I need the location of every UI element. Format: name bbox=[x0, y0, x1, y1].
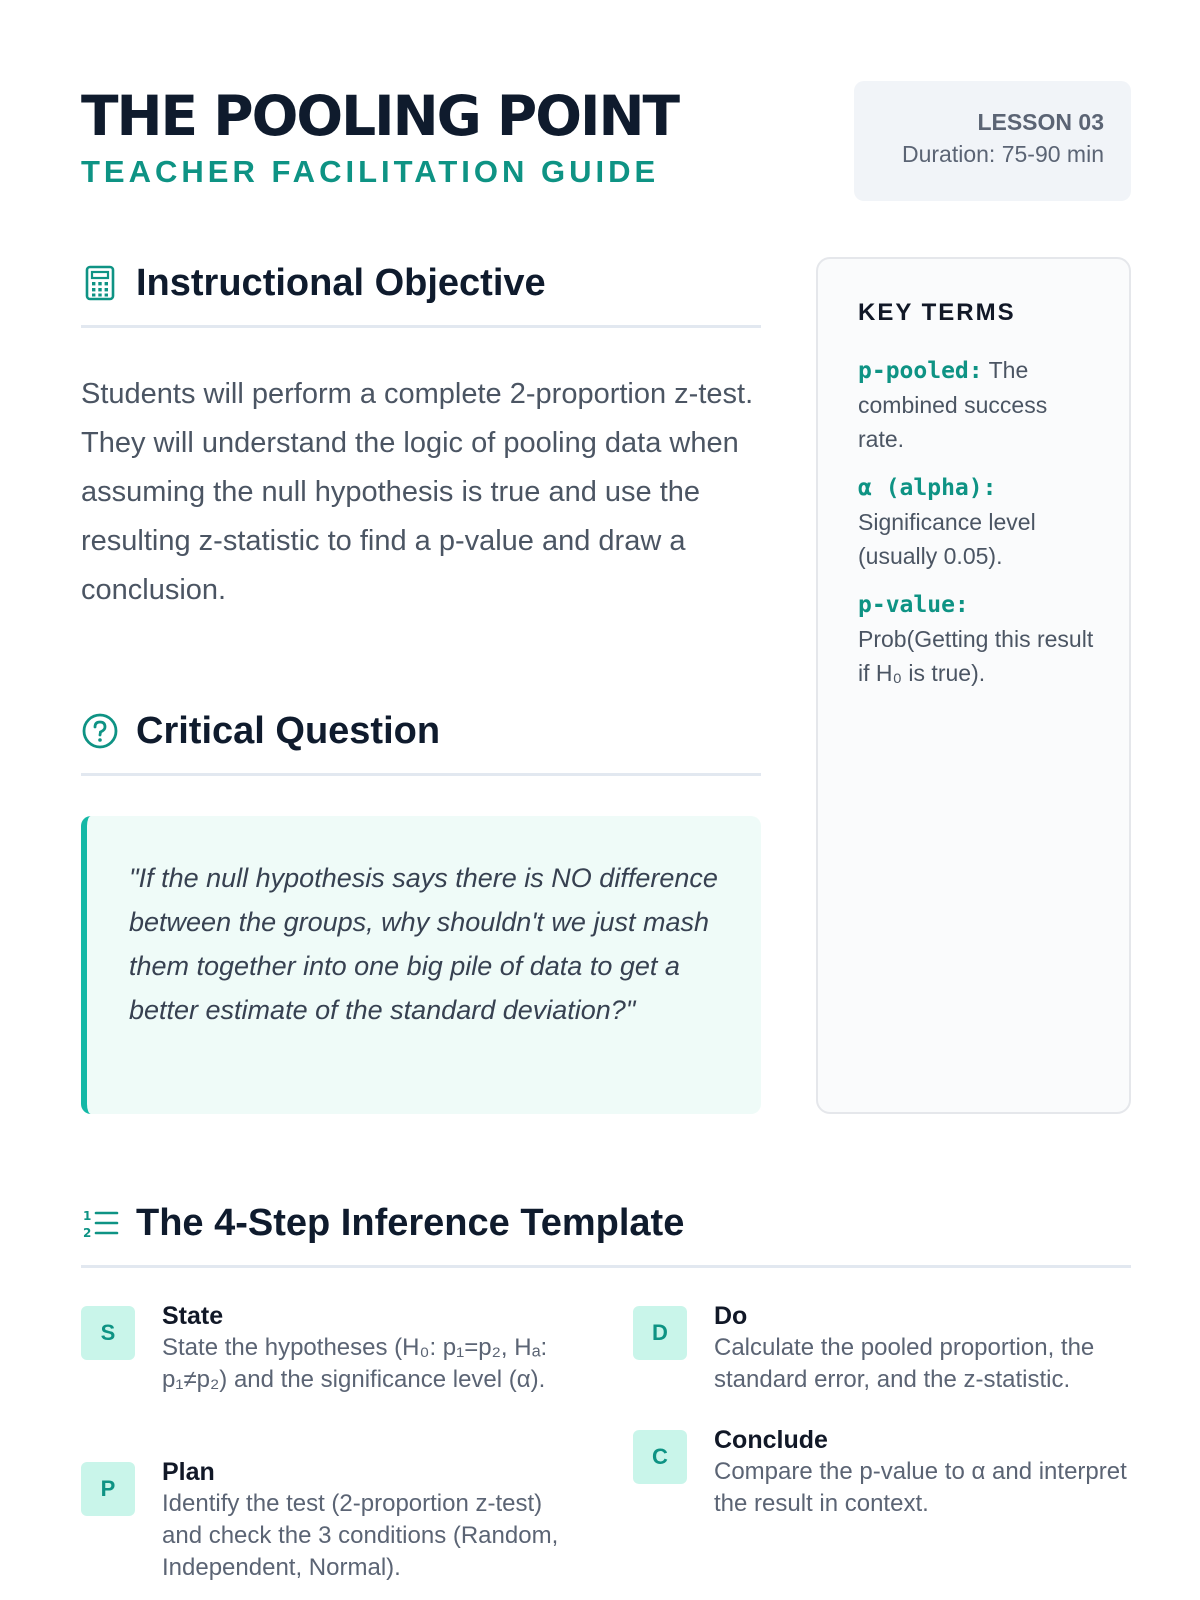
key-term-item bbox=[858, 353, 1099, 456]
critical-question-heading: Critical Question bbox=[136, 710, 441, 752]
step-letter-badge: C bbox=[633, 1430, 687, 1484]
key-term-item bbox=[858, 587, 1099, 690]
key-term-item bbox=[858, 470, 1099, 573]
page-header bbox=[81, 84, 1131, 204]
step-description: Identify the test (2-proportion z-test) and check the 3 conditions (Random, Independent, Normal). bbox=[162, 1490, 559, 1581]
lesson-info-card bbox=[854, 81, 1131, 201]
template-section-header bbox=[81, 1198, 1131, 1268]
svg-text:1: 1 bbox=[83, 1209, 92, 1223]
key-term-name: α (alpha): bbox=[858, 475, 997, 501]
lesson-number: LESSON 03 bbox=[977, 109, 1104, 135]
key-term-name: p-value: bbox=[858, 592, 969, 618]
step-name: Conclude bbox=[714, 1426, 828, 1454]
step-name: Do bbox=[714, 1302, 748, 1330]
objective-heading: Instructional Objective bbox=[136, 262, 546, 304]
step-description: Compare the p-value to α and interpret the result in context. bbox=[714, 1458, 1127, 1517]
step-description: State the hypotheses (H₀: p₁=p₂, Hₐ: p₁≠p₂) and the significance level (α). bbox=[162, 1334, 548, 1393]
critical-question-section-header bbox=[81, 706, 761, 776]
svg-text:2: 2 bbox=[83, 1226, 92, 1240]
numbered-list-icon bbox=[81, 1204, 119, 1242]
key-terms-panel bbox=[816, 257, 1131, 1114]
step-name: Plan bbox=[162, 1458, 215, 1486]
key-terms-title: KEY TERMS bbox=[858, 299, 1016, 326]
key-term-definition: The combined success rate. bbox=[858, 357, 1048, 452]
critical-question-callout bbox=[81, 816, 761, 1114]
step-letter-badge: P bbox=[81, 1462, 135, 1516]
step-letter-badge: D bbox=[633, 1306, 687, 1360]
template-heading: The 4-Step Inference Template bbox=[136, 1202, 685, 1244]
critical-question-quote: "If the null hypothesis says there is NO difference between the groups, why shouldn't we just mash them together into one big pile of data to get a better estimate of the standard deviation?" bbox=[129, 863, 718, 1025]
step-letter-badge: S bbox=[81, 1306, 135, 1360]
page-title: THE POOLING POINT bbox=[81, 84, 678, 148]
key-term-name: p-pooled: bbox=[858, 358, 983, 384]
key-term-definition: Prob(Getting this result if H₀ is true). bbox=[858, 626, 1094, 686]
page-subtitle: TEACHER FACILITATION GUIDE bbox=[81, 154, 660, 189]
step-name: State bbox=[162, 1302, 224, 1330]
question-circle-icon bbox=[81, 712, 119, 750]
calculator-icon bbox=[81, 264, 119, 302]
step-description: Calculate the pooled proportion, the standard error, and the z-statistic. bbox=[714, 1334, 1095, 1393]
lesson-duration: Duration: 75-90 min bbox=[902, 141, 1104, 167]
key-term-definition: Significance level (usually 0.05). bbox=[858, 509, 1036, 569]
objective-section-header bbox=[81, 258, 761, 328]
inference-steps bbox=[81, 1300, 1131, 1600]
objective-text: Students will perform a complete 2-proportion z-test. They will understand the logic of pooling data when assuming the null hypothesis is true and use the resulting z-statistic to find a p-value and draw a conclusion. bbox=[81, 378, 754, 606]
